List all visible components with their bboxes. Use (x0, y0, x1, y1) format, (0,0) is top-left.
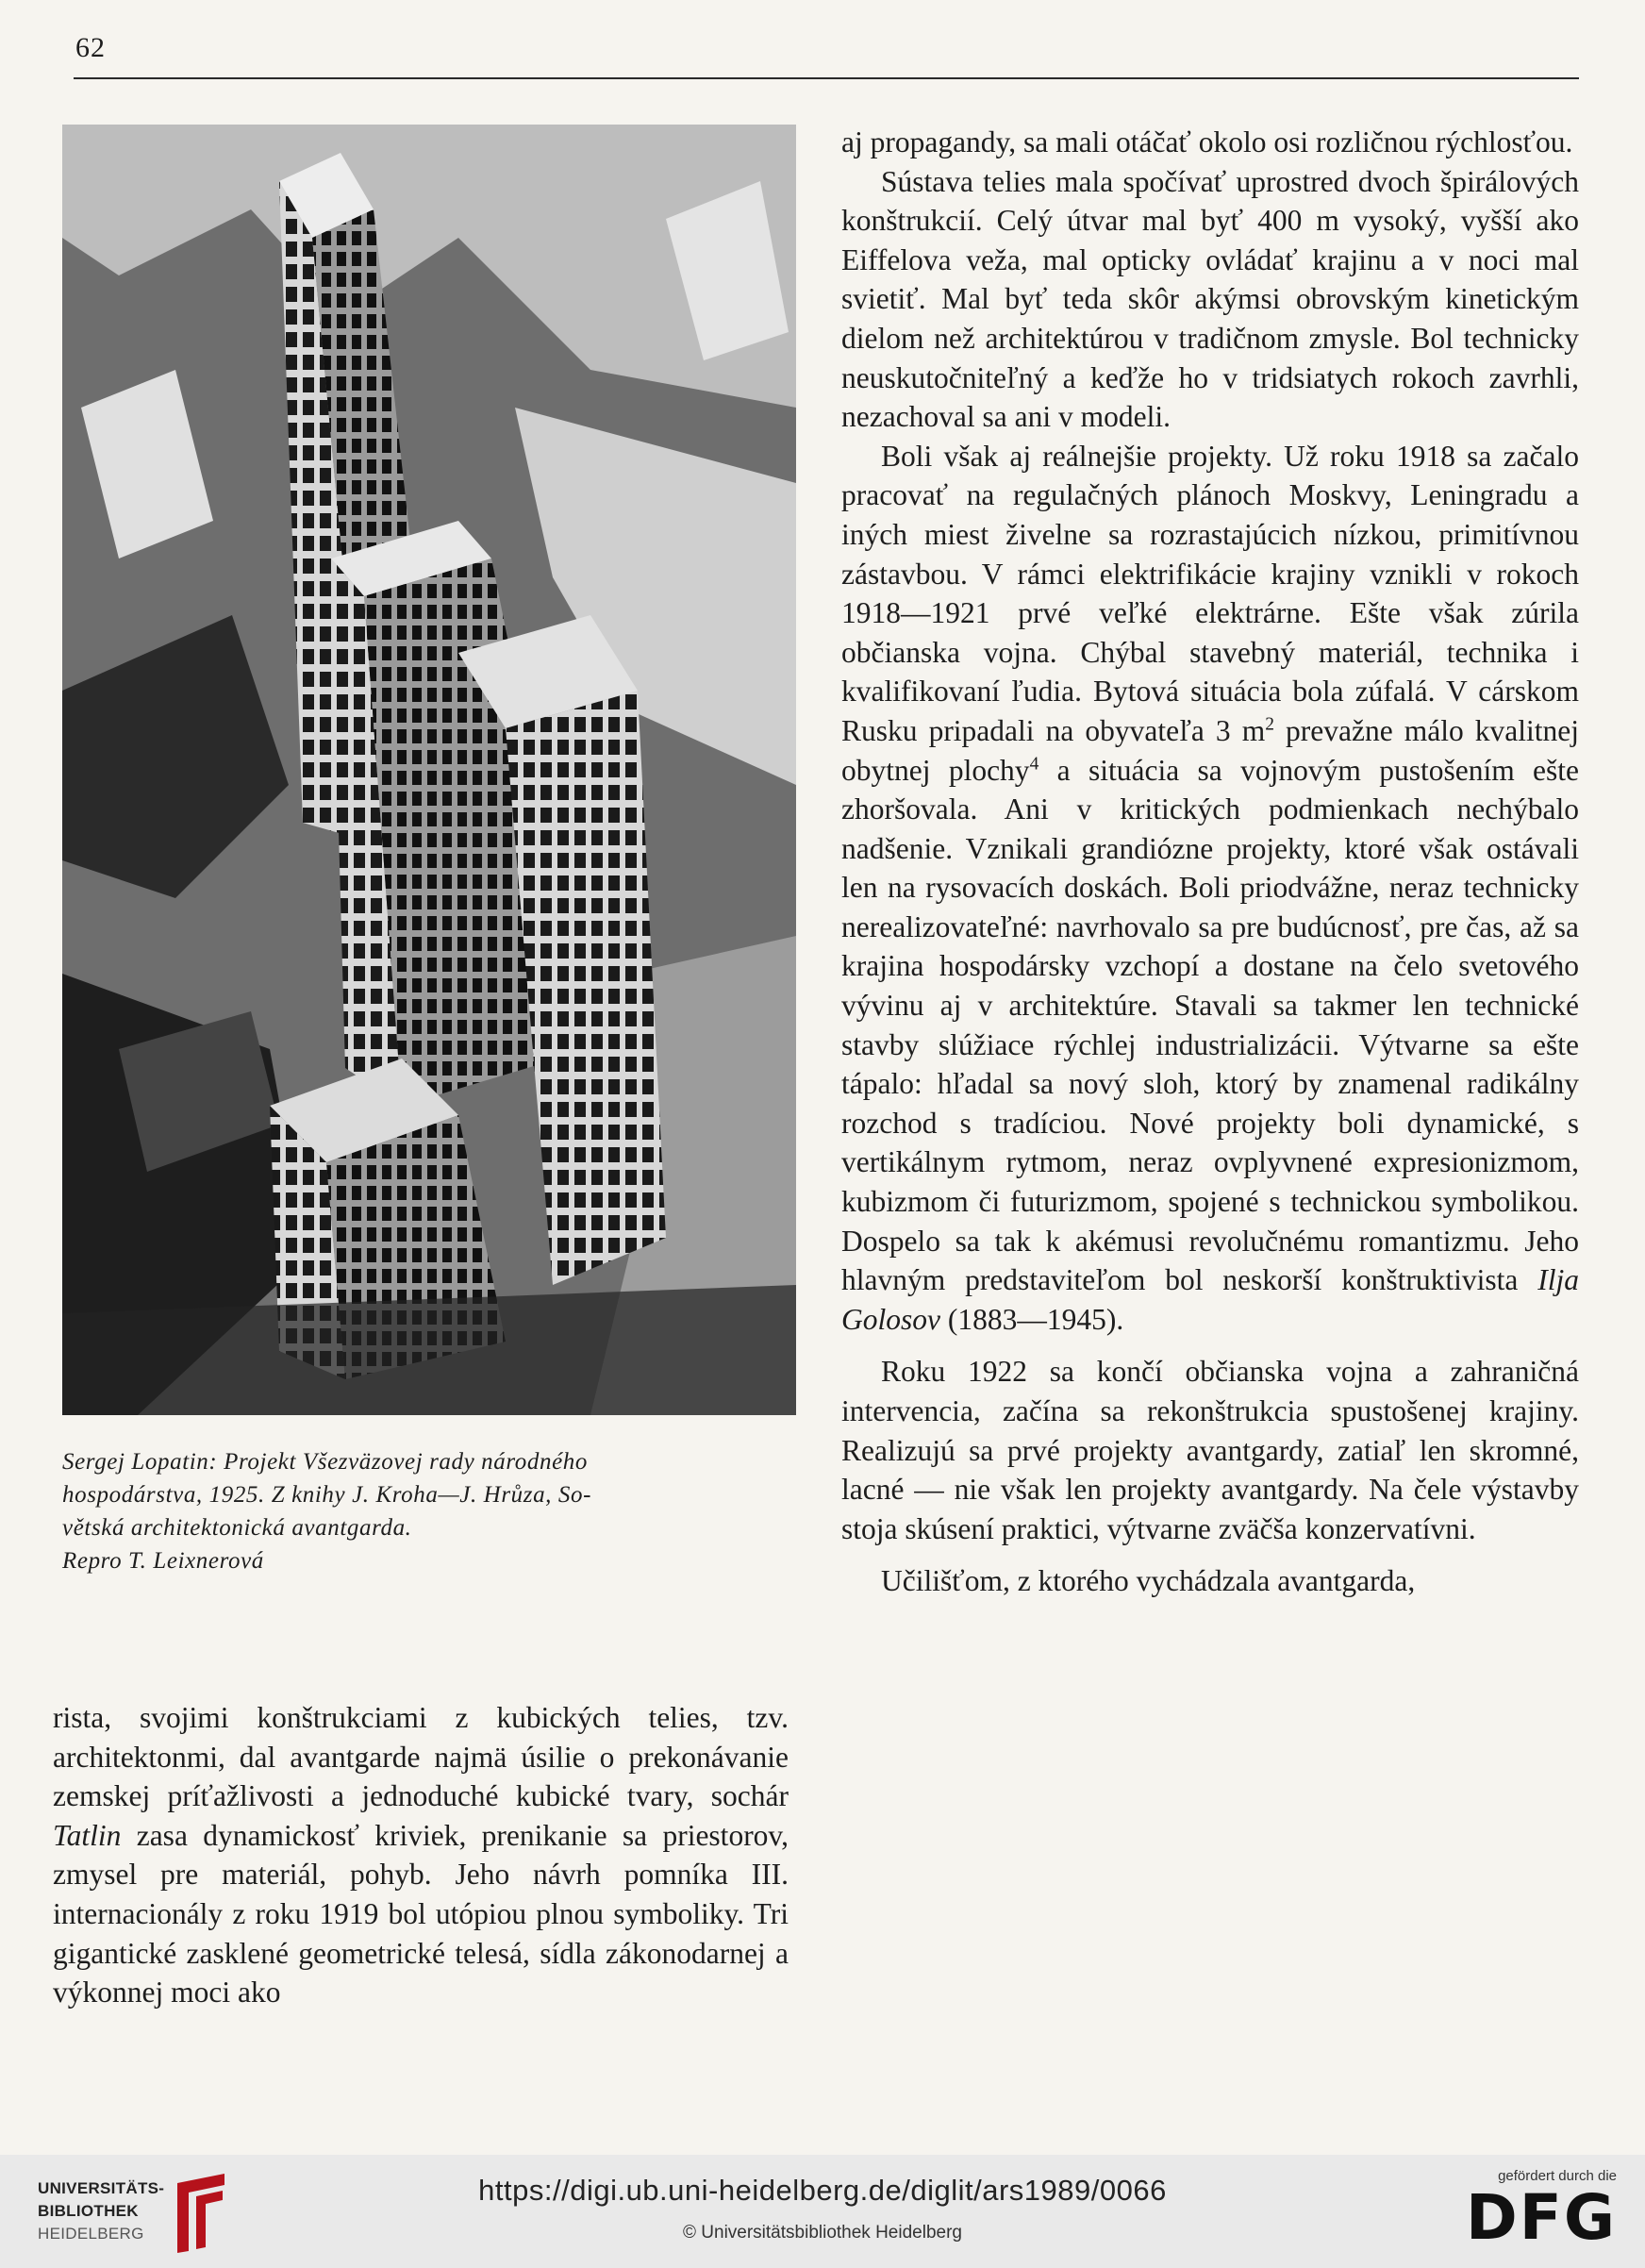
left-column-text (53, 1698, 789, 2012)
document-url-link[interactable]: https://digi.ub.uni-heidelberg.de/diglit/ars1989/0066 (478, 2174, 1167, 2207)
header-rule (74, 77, 1579, 79)
person-name: Ilja Golosov (841, 1263, 1580, 1336)
caption-line: hospodárstva, 1925. Z knihy J. Kroha—J. Hrůza, So- (62, 1482, 592, 1508)
copyright-notice: © Universitätsbibliothek Heidelberg (683, 2223, 962, 2243)
dfg-logo[interactable] (1437, 2168, 1617, 2259)
paragraph (841, 437, 1579, 1340)
photo-caption (62, 1445, 802, 1577)
paragraph: Učilišťom, z ktorého vychádzala avantgarda, (881, 1564, 1416, 1598)
dfg-logo-text: DFG (1465, 2181, 1617, 2254)
caption-line: větská architektonická avantgarda. (62, 1515, 412, 1541)
text-run: rista, svojimi konštrukciami z kubických telies, tzv. architektonmi, dal avantgarde najmä úsilie o prekonávanie zemskej príťažlivosti a jednoduché kubické tvary, sochár (53, 1701, 789, 1813)
page-number: 62 (75, 32, 106, 63)
funder-label: gefördert durch die (1498, 2168, 1617, 2184)
person-name: Tatlin (53, 1818, 122, 1852)
paragraph (53, 1698, 789, 2012)
text-run: zasa dynamickosť kriviek, prenikanie sa priestorov, zmysel pre materiál, pohyb. Jeho návrh pomníka III. internacionály z roku 1919 bol utópiou plnou symboliky. Tri gigantické zasklené geometrické telesá, sídla zákonodarnej a výkonnej moci ako (53, 1818, 789, 2010)
text-run: Boli však aj reálnejšie projekty. Už roku 1918 sa začalo pracovať na regulačných plánoch Moskvy, Leningradu a iných miest živelne sa rozrastajúcich nízkou, primitívnou zástavbou. V rámci elektrifikácie krajiny vznikli v rokoch 1918—1921 prvé veľké elektrárne. Ešte však zúrila občianska vojna. Chýbal stavebný materiál, technika i kvalifikovaní ľudia. Bytová situácia bola zúfalá. V cárskom Rusku pripadali na obyvateľa 3 m (841, 439, 1579, 747)
caption-line: Sergej Lopatin: Projekt Všezväzovej rady národného (62, 1449, 588, 1475)
paragraph: Sústava telies mala spočívať uprostred dvoch špirálových konštrukcií. Celý útvar mal byť 400 m vysoký, vyšší ako Eiffelova veža, mal opticky ovládať krajinu a v noci mal svietiť. Mal byť teda skôr akýmsi obrovským kinetickým dielom než architektúrou v tradičnom zmysle. Bol technicky neuskutočniteľný a keďže ho v tridsiatych rokoch zavrhli, nezachoval sa ani v modeli. (841, 164, 1579, 434)
paragraph: Roku 1922 sa končí občianska vojna a zahraničná intervencia, začína sa rekonštrukcia spustošenej krajiny. Realizujú sa prvé projekty avantgardy, zatiaľ len skromné, lacné — nie však len projekty avantgardy. Na čele výstavby stoja skúsení praktici, výtvarne zväčša konzervatívni. (841, 1355, 1579, 1545)
superscript: 2 (1265, 714, 1274, 735)
text-run: prevažne málo kvalitnej obytnej plochy (841, 713, 1580, 787)
right-column-text (841, 123, 1579, 1601)
paragraph: aj propagandy, sa mali otáčať okolo osi rozličnou rýchlosťou. (841, 125, 1573, 158)
footer-bar (0, 2155, 1645, 2268)
logo-line: BIBLIOTHEK (38, 2202, 139, 2220)
skyscraper-illustration (62, 125, 796, 1415)
text-run: (1883—1945). (947, 1302, 1124, 1336)
caption-credit: Repro T. Leixnerová (62, 1548, 264, 1574)
skyscraper-photo (62, 125, 796, 1415)
footnote-ref: 4 (1029, 754, 1039, 774)
logo-line: UNIVERSITÄTS- (38, 2179, 165, 2197)
text-run: a situácia sa vojnovým pustošením ešte zhoršovala. Ani v kritických podmienkach nechýbalo nadšenie. Vznikali grandiózne projekty, ktoré však ostávali len na rysovacích doskách. Boli priodvážne, neraz technicky nerealizovateľné: navrhovalo sa pre budúcnosť, pre čas, až sa krajina hospodársky vzchopí a dostane na čelo svetového vývinu aj v architektúre. Stavali sa takmer len technické stavby slúžiace rýchlej industrializácii. Výtvarne sa ešte tápalo: hľadal sa nový sloh, ktorý by znamenal radikálny rozchod s tradíciou. Nové projekty boli dynamické, s vertikálnym rytmom, neraz ovplyvnené expresionizmom, kubizmom či futurizmom, spojené s technickou symbolikou. Dospelo sa tak k akémusi revolučnému romantizmu. Jeho hlavným predstaviteľom bol neskorší konštruktivista (841, 753, 1580, 1297)
logo-line: HEIDELBERG (38, 2225, 144, 2243)
